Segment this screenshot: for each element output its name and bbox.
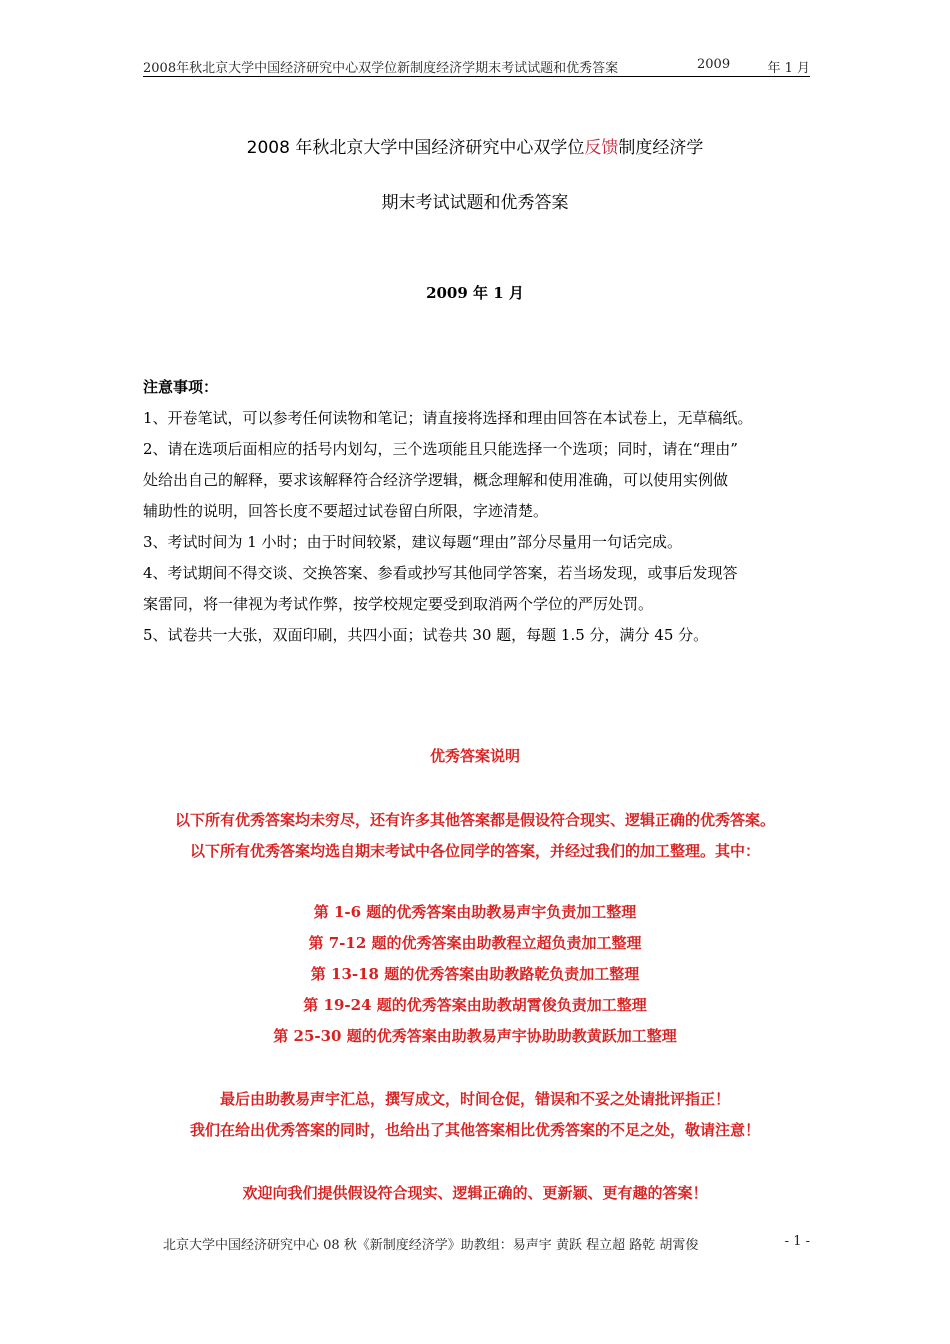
document-title-line1 <box>0 133 950 158</box>
intro-line: 以下所有优秀答案均未穷尽，还有许多其他答案都是假设符合现实、逻辑正确的优秀答案。 <box>174 811 775 829</box>
notice-line: 辅助性的说明，回答长度不要超过试卷留白所限，字迹清楚。 <box>143 502 549 520</box>
title-accent: 反馈 <box>584 138 619 158</box>
notice-line: 处给出自己的解释，要求该解释符合经济学逻辑，概念理解和使用准确，可以使用实例做 <box>143 471 729 489</box>
closing-line: 最后由助教易声宇汇总，撰写成文，时间仓促，错误和不妥之处请批评指正！ <box>219 1090 730 1108</box>
footer-credits: 北京大学中国经济研究中心 08 秋《新制度经济学》助教组：易声宇 黄跃 程立超 路乾 胡霄俊 <box>163 1238 699 1253</box>
notice-line: 1、开卷笔试，可以参考任何读物和笔记；请直接将选择和理由回答在本试卷上，无草稿纸。 <box>143 409 753 427</box>
document-title-line2: 期末考试试题和优秀答案 <box>381 193 569 213</box>
assignment-list <box>0 897 950 1052</box>
title-part-a: 2008 年秋北京大学中国经济研究中心双学位 <box>246 138 585 158</box>
assignment-item: 第 7-12 题的优秀答案由助教程立超负责加工整理 <box>308 934 642 952</box>
assignment-item: 第 1-6 题的优秀答案由助教易声宇负责加工整理 <box>313 903 637 921</box>
header-title: 2008年秋北京大学中国经济研究中心双学位新制度经济学期末考试试题和优秀答案 <box>143 61 619 76</box>
notice-line: 3、考试时间为 1 小时；由于时间较紧，建议每题“理由”部分尽量用一句话完成。 <box>143 533 682 551</box>
welcome-line: 欢迎向我们提供假设符合现实、逻辑正确的、更新颖、更有趣的答案！ <box>242 1184 708 1202</box>
closing-notes <box>0 1084 950 1146</box>
notice-line: 4、考试期间不得交谈、交换答案、参看或抄写其他同学答案，若当场发现，或事后发现答 <box>143 564 738 582</box>
assignment-item: 第 25-30 题的优秀答案由助教易声宇协助助教黄跃加工整理 <box>273 1027 677 1045</box>
notice-section <box>143 372 823 651</box>
excellent-intro <box>0 805 950 867</box>
assignment-item: 第 19-24 题的优秀答案由助教胡霄俊负责加工整理 <box>303 996 647 1014</box>
intro-line: 以下所有优秀答案均选自期末考试中各位同学的答案，并经过我们的加工整理。其中： <box>189 842 760 860</box>
header-month: 年 1 月 <box>767 61 810 76</box>
title-part-b: 制度经济学 <box>618 138 704 158</box>
notice-line: 案雷同，将一律视为考试作弊，按学校规定要受到取消两个学位的严厉处罚。 <box>143 595 654 613</box>
notice-line: 2、请在选项后面相应的括号内划勾，三个选项能且只能选择一个选项；同时，请在“理由” <box>143 440 738 458</box>
header-year: 2009 <box>697 57 731 72</box>
document-date: 2009 年 1 月 <box>426 284 524 302</box>
notice-line: 5、试卷共一大张，双面印刷，共四小面；试卷共 30 题，每题 1.5 分，满分 45 分。 <box>143 626 709 644</box>
closing-line: 我们在给出优秀答案的同时，也给出了其他答案相比优秀答案的不足之处，敬请注意！ <box>189 1121 760 1139</box>
assignment-item: 第 13-18 题的优秀答案由助教路乾负责加工整理 <box>310 965 640 983</box>
page-header <box>143 52 810 77</box>
page-number: - 1 - <box>784 1234 810 1249</box>
welcome-note <box>0 1178 950 1209</box>
excellent-answers-title: 优秀答案说明 <box>429 747 520 765</box>
notice-heading: 注意事项： <box>143 378 219 396</box>
